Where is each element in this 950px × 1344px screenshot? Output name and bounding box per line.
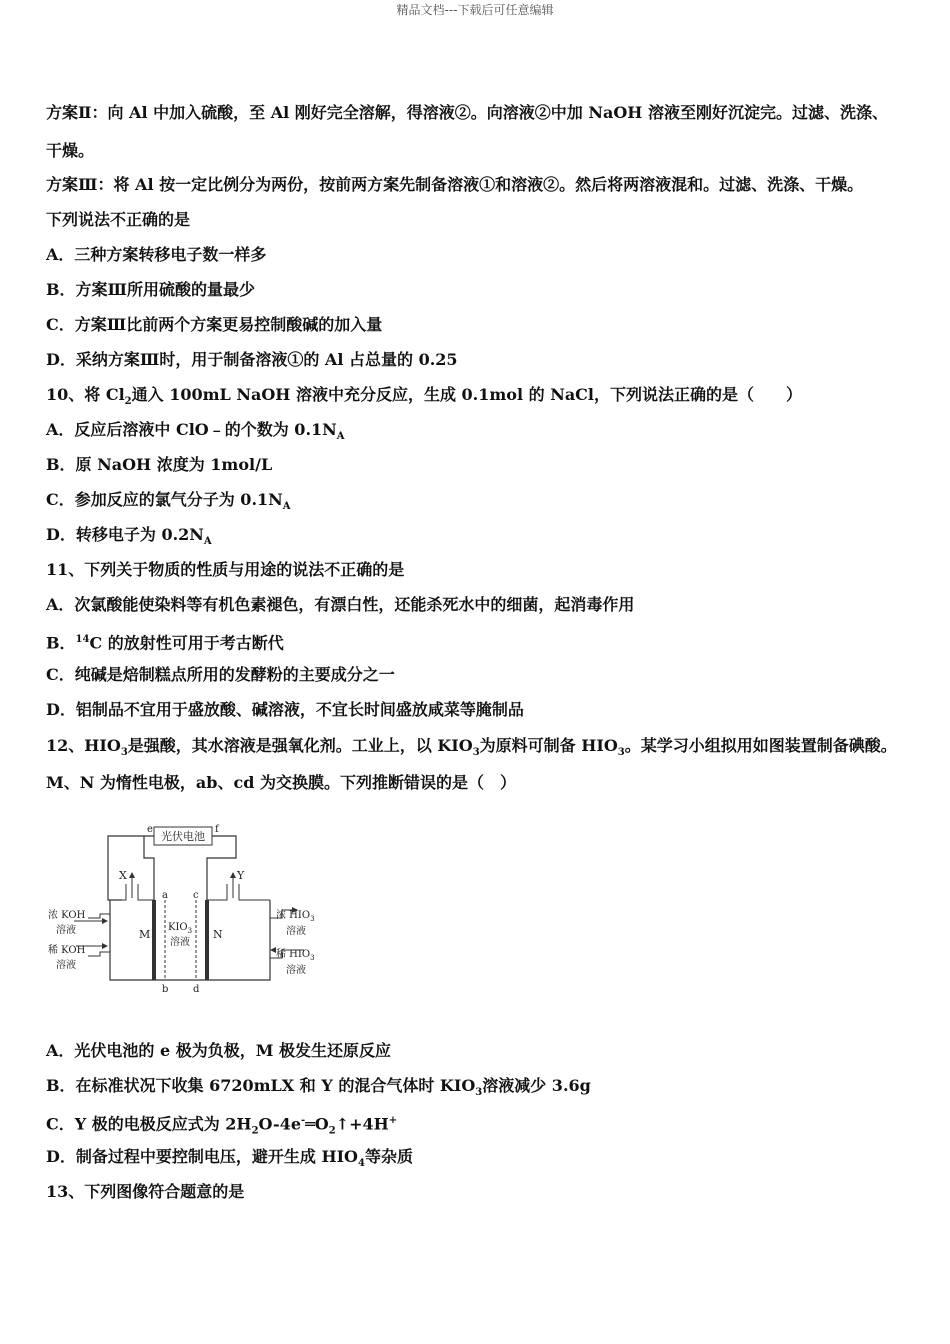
q9-option-d: D．采纳方案Ⅲ时，用于制备溶液①的 Al 占总量的 0.25 xyxy=(46,350,458,369)
dilute-hio3-label: 稀 $HIO_3$ xyxy=(276,949,315,962)
q11-option-a: A．次氯酸能使染料等有机色素褪色，有漂白性，还能杀死水中的细菌，起消毒作用 xyxy=(46,595,635,614)
scheme2-line2: 干燥。 xyxy=(46,141,95,160)
electrode-m-label: M xyxy=(139,928,151,941)
scheme2-line1: 方案Ⅱ：向 Al 中加入硫酸，至 Al 刚好完全溶解，得溶液②。向溶液②中加 NaOH 溶液至刚好沉淀完。过滤、洗涤、 xyxy=(46,103,888,122)
q10-option-c: C．参加反应的氯气分子为 $0.1N_A$ xyxy=(46,490,291,513)
gas-y-label: Y xyxy=(237,869,245,882)
electrolysis-cell-diagram xyxy=(44,818,334,1000)
dilute-hio3-solution-label: 溶液 xyxy=(286,965,306,976)
dilute-koh-label: 稀 KOH xyxy=(48,945,86,956)
battery-label: 光伏电池 xyxy=(161,830,205,843)
membrane-a-label: a xyxy=(162,890,168,901)
q11-stem: 11、下列关于物质的性质与用途的说法不正确的是 xyxy=(46,560,405,579)
dilute-koh-solution-label: 溶液 xyxy=(56,960,76,971)
q10-option-b: B．原 NaOH 浓度为 1mol/L xyxy=(46,455,273,474)
q9-option-c: C．方案Ⅲ比前两个方案更易控制酸碱的加入量 xyxy=(46,315,383,334)
q10-option-a: A．反应后溶液中 ClO﹣的个数为 $0.1N_A$ xyxy=(46,420,345,443)
conc-koh-label: 浓 KOH xyxy=(48,910,86,921)
q12-option-c: C．Y 极的电极反应式为 $2H_2O-4e^-═O_2↑+4H^+$ xyxy=(46,1114,398,1137)
q12-stem-line1: 12、$HIO_3$是强酸，其水溶液是强氧化剂。工业上，以 $KIO_3$为原料可制备 $HIO_3$。某学习小组拟用如图装置制备碘酸。 xyxy=(46,736,897,759)
cell-body xyxy=(110,900,270,980)
wire-left xyxy=(108,836,154,900)
q11-option-c: C．纯碱是焙制糕点所用的发酵粉的主要成分之一 xyxy=(46,665,395,684)
kio3-solution-label: 溶液 xyxy=(170,937,190,948)
wire-right xyxy=(207,836,236,900)
conc-koh-solution-label: 溶液 xyxy=(56,925,76,936)
q13-stem: 13、下列图像符合题意的是 xyxy=(46,1182,245,1201)
q11-option-b: B．$^{14}$C 的放射性可用于考古断代 xyxy=(46,633,284,653)
q11-option-d: D．铝制品不宜用于盛放酸、碱溶液，不宜长时间盛放咸菜等腌制品 xyxy=(46,700,524,719)
q10-stem: 10、将 $Cl_2$通入 100mL NaOH 溶液中充分反应，生成 0.1mol 的 NaCl，下列说法正确的是（ ） xyxy=(46,385,802,408)
header-watermark: 精品文档---下载后可任意编辑 xyxy=(396,3,554,17)
q10-option-d: D．转移电子为 $0.2N_A$ xyxy=(46,525,212,548)
q9-option-a: A．三种方案转移电子数一样多 xyxy=(46,245,267,264)
gas-x-label: X xyxy=(119,869,127,882)
membrane-c-label: c xyxy=(193,890,199,901)
electrode-n xyxy=(205,900,209,980)
kio3-label: $KIO_3$ xyxy=(168,922,193,935)
electrode-n-label: N xyxy=(213,928,223,941)
membrane-d-label: d xyxy=(193,984,200,995)
q12-option-a: A．光伏电池的 e 极为负极，M 极发生还原反应 xyxy=(46,1041,392,1060)
electrode-m xyxy=(152,900,156,980)
wire-m xyxy=(144,836,154,900)
q12-option-b: B．在标准状况下收集 6720mLX 和 Y 的混合气体时 $KIO_3$溶液减少 3.6g xyxy=(46,1076,591,1099)
q12-option-d: D．制备过程中要控制电压，避开生成 $HIO_4$等杂质 xyxy=(46,1147,413,1170)
q12-stem-line2: M、N 为惰性电极，ab、cd 为交换膜。下列推断错误的是（ ） xyxy=(46,773,516,792)
conc-hio3-solution-label: 溶液 xyxy=(286,926,306,937)
terminal-e-label: e xyxy=(147,824,153,835)
q9-stem: 下列说法不正确的是 xyxy=(46,210,191,229)
conc-hio3-label: 浓 $HIO_3$ xyxy=(276,910,315,923)
terminal-f-label: f xyxy=(215,824,219,835)
q9-option-b: B．方案Ⅲ所用硫酸的量最少 xyxy=(46,280,256,299)
scheme3-line: 方案Ⅲ：将 Al 按一定比例分为两份，按前两方案先制备溶液①和溶液②。然后将两溶液混和。过滤、洗涤、干燥。 xyxy=(46,175,864,194)
membrane-b-label: b xyxy=(162,984,169,995)
